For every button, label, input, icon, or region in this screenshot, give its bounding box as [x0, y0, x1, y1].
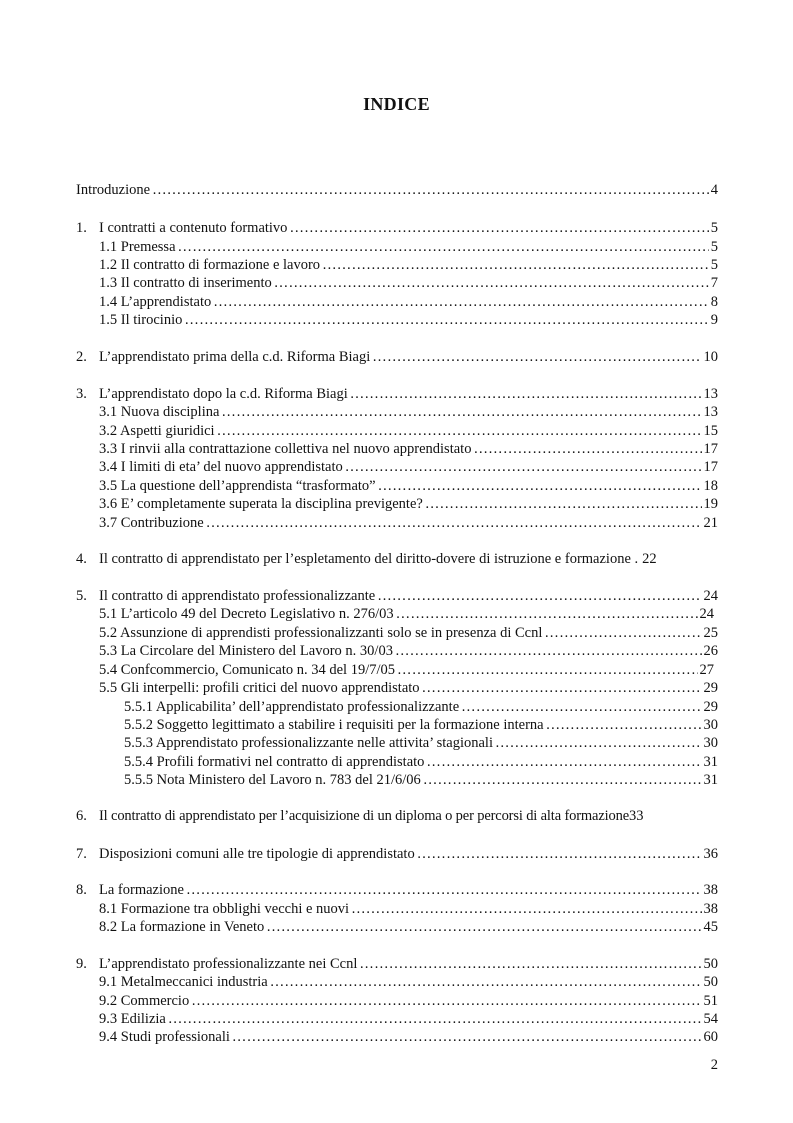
- toc-leader: [350, 385, 702, 403]
- toc-leader: [191, 992, 701, 1010]
- toc-leader: [351, 900, 701, 918]
- toc-page-number: 5: [710, 239, 718, 255]
- toc-entry-text: 5.5.2 Soggetto legittimato a stabilire i requisiti per la formazione interna: [124, 717, 544, 733]
- toc-leader: [168, 1010, 702, 1028]
- toc-entry-text: L’apprendistato dopo la c.d. Riforma Biagi: [99, 386, 348, 402]
- toc-page-number: 21: [703, 515, 718, 531]
- toc-leader: [417, 845, 702, 863]
- toc-page-number: 13: [703, 386, 718, 402]
- toc-entry-5-2[interactable]: [99, 624, 718, 642]
- toc-page-number: 5: [710, 257, 718, 273]
- toc-leader: [213, 293, 709, 311]
- toc-chapter-number: 2.: [76, 349, 87, 365]
- toc-leader: [544, 624, 701, 642]
- toc-page-number: 8: [710, 294, 718, 310]
- toc-entry-chapter-2[interactable]: [76, 348, 718, 366]
- toc-page-number: 7: [710, 275, 718, 291]
- toc-page-number: 4: [710, 182, 718, 198]
- toc-page-number: 31: [703, 754, 718, 770]
- toc-entry-5-1[interactable]: [99, 605, 714, 623]
- toc-entry-5-5[interactable]: [99, 679, 718, 697]
- toc-leader: [232, 1028, 702, 1046]
- toc-page-number: 17: [703, 459, 718, 475]
- toc-entry-text: 3.6 E’ completamente superata la disciplina previgente?: [99, 496, 423, 512]
- toc-entry-chapter-6[interactable]: [76, 807, 718, 825]
- toc-entry-text: Disposizioni comuni alle tre tipologie di apprendistato: [99, 846, 415, 862]
- toc-page-number: 18: [703, 478, 718, 494]
- toc-entry-text: Il contratto di apprendistato per l’acquisizione di un diploma o per percorsi di alta formazione: [99, 808, 629, 824]
- toc-entry-chapter-7[interactable]: [76, 845, 718, 863]
- toc-leader: [152, 181, 709, 199]
- toc-entry-5-5-4[interactable]: [124, 753, 718, 771]
- toc-entry-text: 1.2 Il contratto di formazione e lavoro: [99, 257, 321, 273]
- toc-entry-text: I contratti a contenuto formativo: [99, 220, 288, 236]
- toc-entry-text: La formazione: [99, 882, 184, 898]
- toc-page-number: 9: [710, 312, 718, 328]
- toc-page-number: 29: [703, 699, 718, 715]
- toc-leader: [422, 679, 702, 697]
- toc-page-number: 38: [703, 901, 718, 917]
- toc-entry-8-2[interactable]: [99, 918, 718, 936]
- toc-leader: [546, 716, 702, 734]
- toc-entry-9-2[interactable]: [99, 992, 718, 1010]
- toc-leader: [372, 348, 701, 366]
- toc-entry-8-1[interactable]: [99, 900, 718, 918]
- toc-leader: [289, 219, 708, 237]
- toc-entry-text: 3.7 Contribuzione: [99, 515, 204, 531]
- toc-leader: [266, 918, 701, 936]
- toc-page-number: 10: [703, 349, 718, 365]
- toc-entry-chapter-4[interactable]: [76, 550, 718, 568]
- toc-page-number: 24: [703, 588, 718, 604]
- toc-entry-text: 3.1 Nuova disciplina: [99, 404, 220, 420]
- toc-leader: [221, 403, 701, 421]
- toc-entry-3-5[interactable]: [99, 477, 718, 495]
- toc-entry-3-2[interactable]: [99, 422, 718, 440]
- toc-page-number: 33: [628, 808, 644, 824]
- toc-page-number: 19: [703, 496, 718, 512]
- toc-page-number: 22: [642, 551, 657, 567]
- toc-entry-1-1[interactable]: [99, 238, 718, 256]
- toc-leader: [423, 771, 702, 789]
- toc-leader: [396, 605, 698, 623]
- toc-page-number: 5: [710, 220, 718, 236]
- toc-entry-5-5-1[interactable]: [124, 698, 718, 716]
- toc-page-number: 24: [699, 606, 714, 622]
- toc-leader: [186, 881, 702, 899]
- toc-page-number: 25: [703, 625, 718, 641]
- toc-entry-chapter-8[interactable]: [76, 881, 718, 899]
- toc-entry-text: 9.3 Edilizia: [99, 1011, 166, 1027]
- toc-entry-text: 5.4 Confcommercio, Comunicato n. 34 del 19/7/05: [99, 662, 395, 678]
- toc-page-number: 26: [703, 643, 718, 659]
- toc-entry-3-3[interactable]: [99, 440, 718, 458]
- toc-entry-text: Introduzione: [76, 182, 151, 198]
- toc-entry-5-5-3[interactable]: [124, 734, 718, 752]
- toc-entry-text: L’apprendistato professionalizzante nei Ccnl: [99, 956, 358, 972]
- toc-entry-1-2[interactable]: [99, 256, 718, 274]
- toc-entry-1-3[interactable]: [99, 274, 718, 292]
- toc-leader: [377, 587, 701, 605]
- toc-leader: [426, 753, 701, 771]
- toc-entry-text: 1.5 Il tirocinio: [99, 312, 183, 328]
- toc-entry-text: 9.2 Commercio: [99, 993, 190, 1009]
- toc-entry-5-3[interactable]: [99, 642, 718, 660]
- toc-entry-text: 9.1 Metalmeccanici industria: [99, 974, 268, 990]
- toc-page-number: 54: [703, 1011, 718, 1027]
- toc-leader: [178, 238, 709, 256]
- toc-page-number: 13: [703, 404, 718, 420]
- toc-entry-text: L’apprendistato prima della c.d. Riforma Biagi: [99, 349, 371, 365]
- toc-chapter-number: 4.: [76, 551, 87, 567]
- toc-entry-chapter-1[interactable]: [76, 219, 718, 237]
- toc-page-number: 15: [703, 423, 718, 439]
- toc-entry-5-4[interactable]: [99, 661, 714, 679]
- toc-entry-chapter-9[interactable]: [76, 955, 718, 973]
- toc-leader: [395, 642, 702, 660]
- toc-entry-text: Il contratto di apprendistato per l’espletamento del diritto-dovere di istruzione e formazione .: [99, 551, 639, 567]
- toc-entry-9-4[interactable]: [99, 1028, 718, 1046]
- toc-leader: [359, 955, 701, 973]
- toc-entry-text: 1.3 Il contratto di inserimento: [99, 275, 272, 291]
- toc-page-number: 50: [703, 956, 718, 972]
- toc-entry-text: 3.4 I limiti di eta’ del nuovo apprendistato: [99, 459, 343, 475]
- toc-entry-text: 5.1 L’articolo 49 del Decreto Legislativo n. 276/03: [99, 606, 394, 622]
- toc-page-number: 27: [699, 662, 714, 678]
- toc-entry-chapter-5[interactable]: [76, 587, 718, 605]
- toc-entry-3-4[interactable]: [99, 458, 718, 476]
- toc-entry-5-5-5[interactable]: [124, 771, 718, 789]
- page-number: 2: [710, 1057, 718, 1073]
- toc-page-number: 36: [703, 846, 718, 862]
- toc-leader: [461, 698, 701, 716]
- toc-entry-introduzione[interactable]: [76, 181, 718, 199]
- toc-entry-5-5-2[interactable]: [124, 716, 718, 734]
- toc-entry-text: 8.2 La formazione in Veneto: [99, 919, 265, 935]
- toc-entry-text: 3.2 Aspetti giuridici: [99, 423, 215, 439]
- toc-entry-9-1[interactable]: [99, 973, 718, 991]
- toc-chapter-number: 8.: [76, 882, 87, 898]
- toc-leader: [217, 422, 702, 440]
- toc-entry-9-3[interactable]: [99, 1010, 718, 1028]
- toc-leader: [397, 661, 698, 679]
- toc-leader: [378, 477, 702, 495]
- toc-entry-text: 3.5 La questione dell’apprendista “trasformato”: [99, 478, 376, 494]
- toc-page-number: 45: [703, 919, 718, 935]
- toc-chapter-number: 7.: [76, 846, 87, 862]
- toc-page-number: 17: [703, 441, 718, 457]
- toc-entry-text: 1.4 L’apprendistato: [99, 294, 212, 310]
- toc-entry-text: 8.1 Formazione tra obblighi vecchi e nuovi: [99, 901, 350, 917]
- toc-leader: [270, 973, 702, 991]
- toc-page-number: 31: [703, 772, 718, 788]
- toc-entry-3-6[interactable]: [99, 495, 718, 513]
- toc-leader: [345, 458, 702, 476]
- toc-entry-3-7[interactable]: [99, 514, 718, 532]
- toc-entry-text: 5.5.5 Nota Ministero del Lavoro n. 783 del 21/6/06: [124, 772, 421, 788]
- toc-entry-1-5[interactable]: [99, 311, 718, 329]
- toc-entry-text: 5.5.1 Applicabilita’ dell’apprendistato professionalizzante: [124, 699, 460, 715]
- toc-leader: [184, 311, 708, 329]
- toc-entry-text: 5.3 La Circolare del Ministero del Lavoro n. 30/03: [99, 643, 393, 659]
- toc-page-number: 50: [703, 974, 718, 990]
- toc-entry-text: 9.4 Studi professionali: [99, 1029, 230, 1045]
- toc-chapter-number: 3.: [76, 386, 87, 402]
- toc-chapter-number: 9.: [76, 956, 87, 972]
- toc-chapter-number: 5.: [76, 588, 87, 604]
- toc-leader: [425, 495, 702, 513]
- toc-entry-text: 5.5.4 Profili formativi nel contratto di apprendistato: [124, 754, 425, 770]
- toc-entry-text: 3.3 I rinvii alla contrattazione collettiva nel nuovo apprendistato: [99, 441, 472, 457]
- toc-entry-text: 5.5 Gli interpelli: profili critici del nuovo apprendistato: [99, 680, 420, 696]
- toc-entry-chapter-3[interactable]: [76, 385, 718, 403]
- toc-page-number: 51: [703, 993, 718, 1009]
- toc-entry-3-1[interactable]: [99, 403, 718, 421]
- toc-chapter-number: 6.: [76, 808, 87, 824]
- toc-entry-text: 1.1 Premessa: [99, 239, 176, 255]
- toc-page-number: 30: [703, 735, 718, 751]
- toc-page-number: 29: [703, 680, 718, 696]
- toc-leader: [473, 440, 701, 458]
- toc-page-number: 30: [703, 717, 718, 733]
- toc-page-number: 60: [703, 1029, 718, 1045]
- toc-leader: [206, 514, 702, 532]
- toc-leader: [322, 256, 709, 274]
- toc-page-number: 38: [703, 882, 718, 898]
- toc-entry-text: Il contratto di apprendistato professionalizzante: [99, 588, 376, 604]
- toc-entry-1-4[interactable]: [99, 293, 718, 311]
- toc-entry-text: 5.5.3 Apprendistato professionalizzante nelle attivita’ stagionali: [124, 735, 493, 751]
- toc-chapter-number: 1.: [76, 220, 87, 236]
- page-title: INDICE: [363, 94, 430, 114]
- toc-leader: [274, 274, 709, 292]
- toc-entry-text: 5.2 Assunzione di apprendisti professionalizzanti solo se in presenza di Ccnl: [99, 625, 543, 641]
- toc-leader: [495, 734, 702, 752]
